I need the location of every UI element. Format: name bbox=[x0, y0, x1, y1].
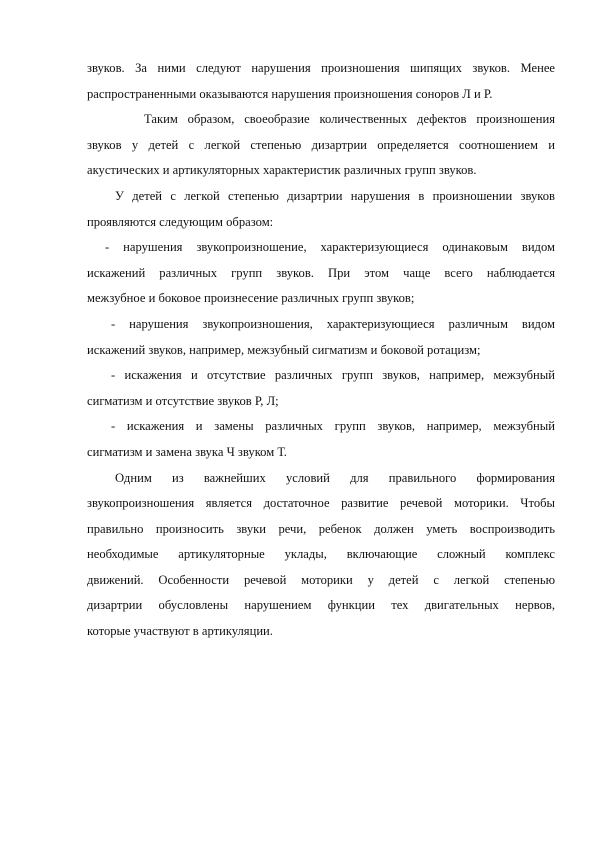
text-line: сигматизм и отсутствие звуков Р, Л; bbox=[87, 393, 279, 408]
text-line: звуков у детей с легкой степенью дизартрии определяется соотношением и bbox=[87, 137, 555, 152]
list-item-first-line: - нарушения звукопроизношение, характеризующиеся одинаковым видом bbox=[105, 240, 555, 255]
text-line: которые участвуют в артикуляции. bbox=[87, 624, 273, 639]
paragraph-first-line: У детей с легкой степенью дизартрии нарушения в произношении звуков bbox=[115, 188, 555, 203]
text-line: искажений различных групп звуков. При этом чаще всего наблюдается bbox=[87, 265, 555, 280]
text-line: необходимые артикуляторные уклады, включающие сложный комплекс bbox=[87, 547, 555, 562]
list-item-first-line: - искажения и отсутствие различных групп звуков, например, межзубный bbox=[111, 368, 555, 383]
text-line: проявляются следующим образом: bbox=[87, 214, 274, 229]
paragraph-first-line: Таким образом, своеобразие количественных дефектов произношения bbox=[144, 112, 555, 127]
text-line: искажений звуков, например, межзубный сигматизм и боковой ротацизм; bbox=[87, 342, 481, 357]
text-line: распространенными оказываются нарушения произношения соноров Л и Р. bbox=[87, 86, 493, 101]
body-text bbox=[87, 56, 555, 645]
paragraph-first-line: Одним из важнейших условий для правильного формирования bbox=[115, 470, 555, 485]
text-line: межзубное и боковое произнесение различных групп звуков; bbox=[87, 291, 415, 306]
text-line: правильно произносить звуки речи, ребенок должен уметь воспроизводить bbox=[87, 521, 555, 536]
text-line: дизартрии обусловлены нарушением функции тех двигательных нервов, bbox=[87, 598, 555, 613]
text-line: движений. Особенности речевой моторики у детей с легкой степенью bbox=[87, 572, 555, 587]
text-line: звуков. За ними следуют нарушения произношения шипящих звуков. Менее bbox=[87, 61, 555, 75]
text-line: акустических и артикуляторных характеристик различных групп звуков. bbox=[87, 163, 477, 178]
list-item-first-line: - нарушения звукопроизношения, характеризующиеся различным видом bbox=[111, 316, 555, 331]
list-item-first-line: - искажения и замены различных групп звуков, например, межзубный bbox=[111, 419, 555, 434]
text-line: сигматизм и замена звука Ч звуком Т. bbox=[87, 444, 287, 459]
text-line: звукопроизношения является достаточное развитие речевой моторики. Чтобы bbox=[87, 496, 555, 511]
